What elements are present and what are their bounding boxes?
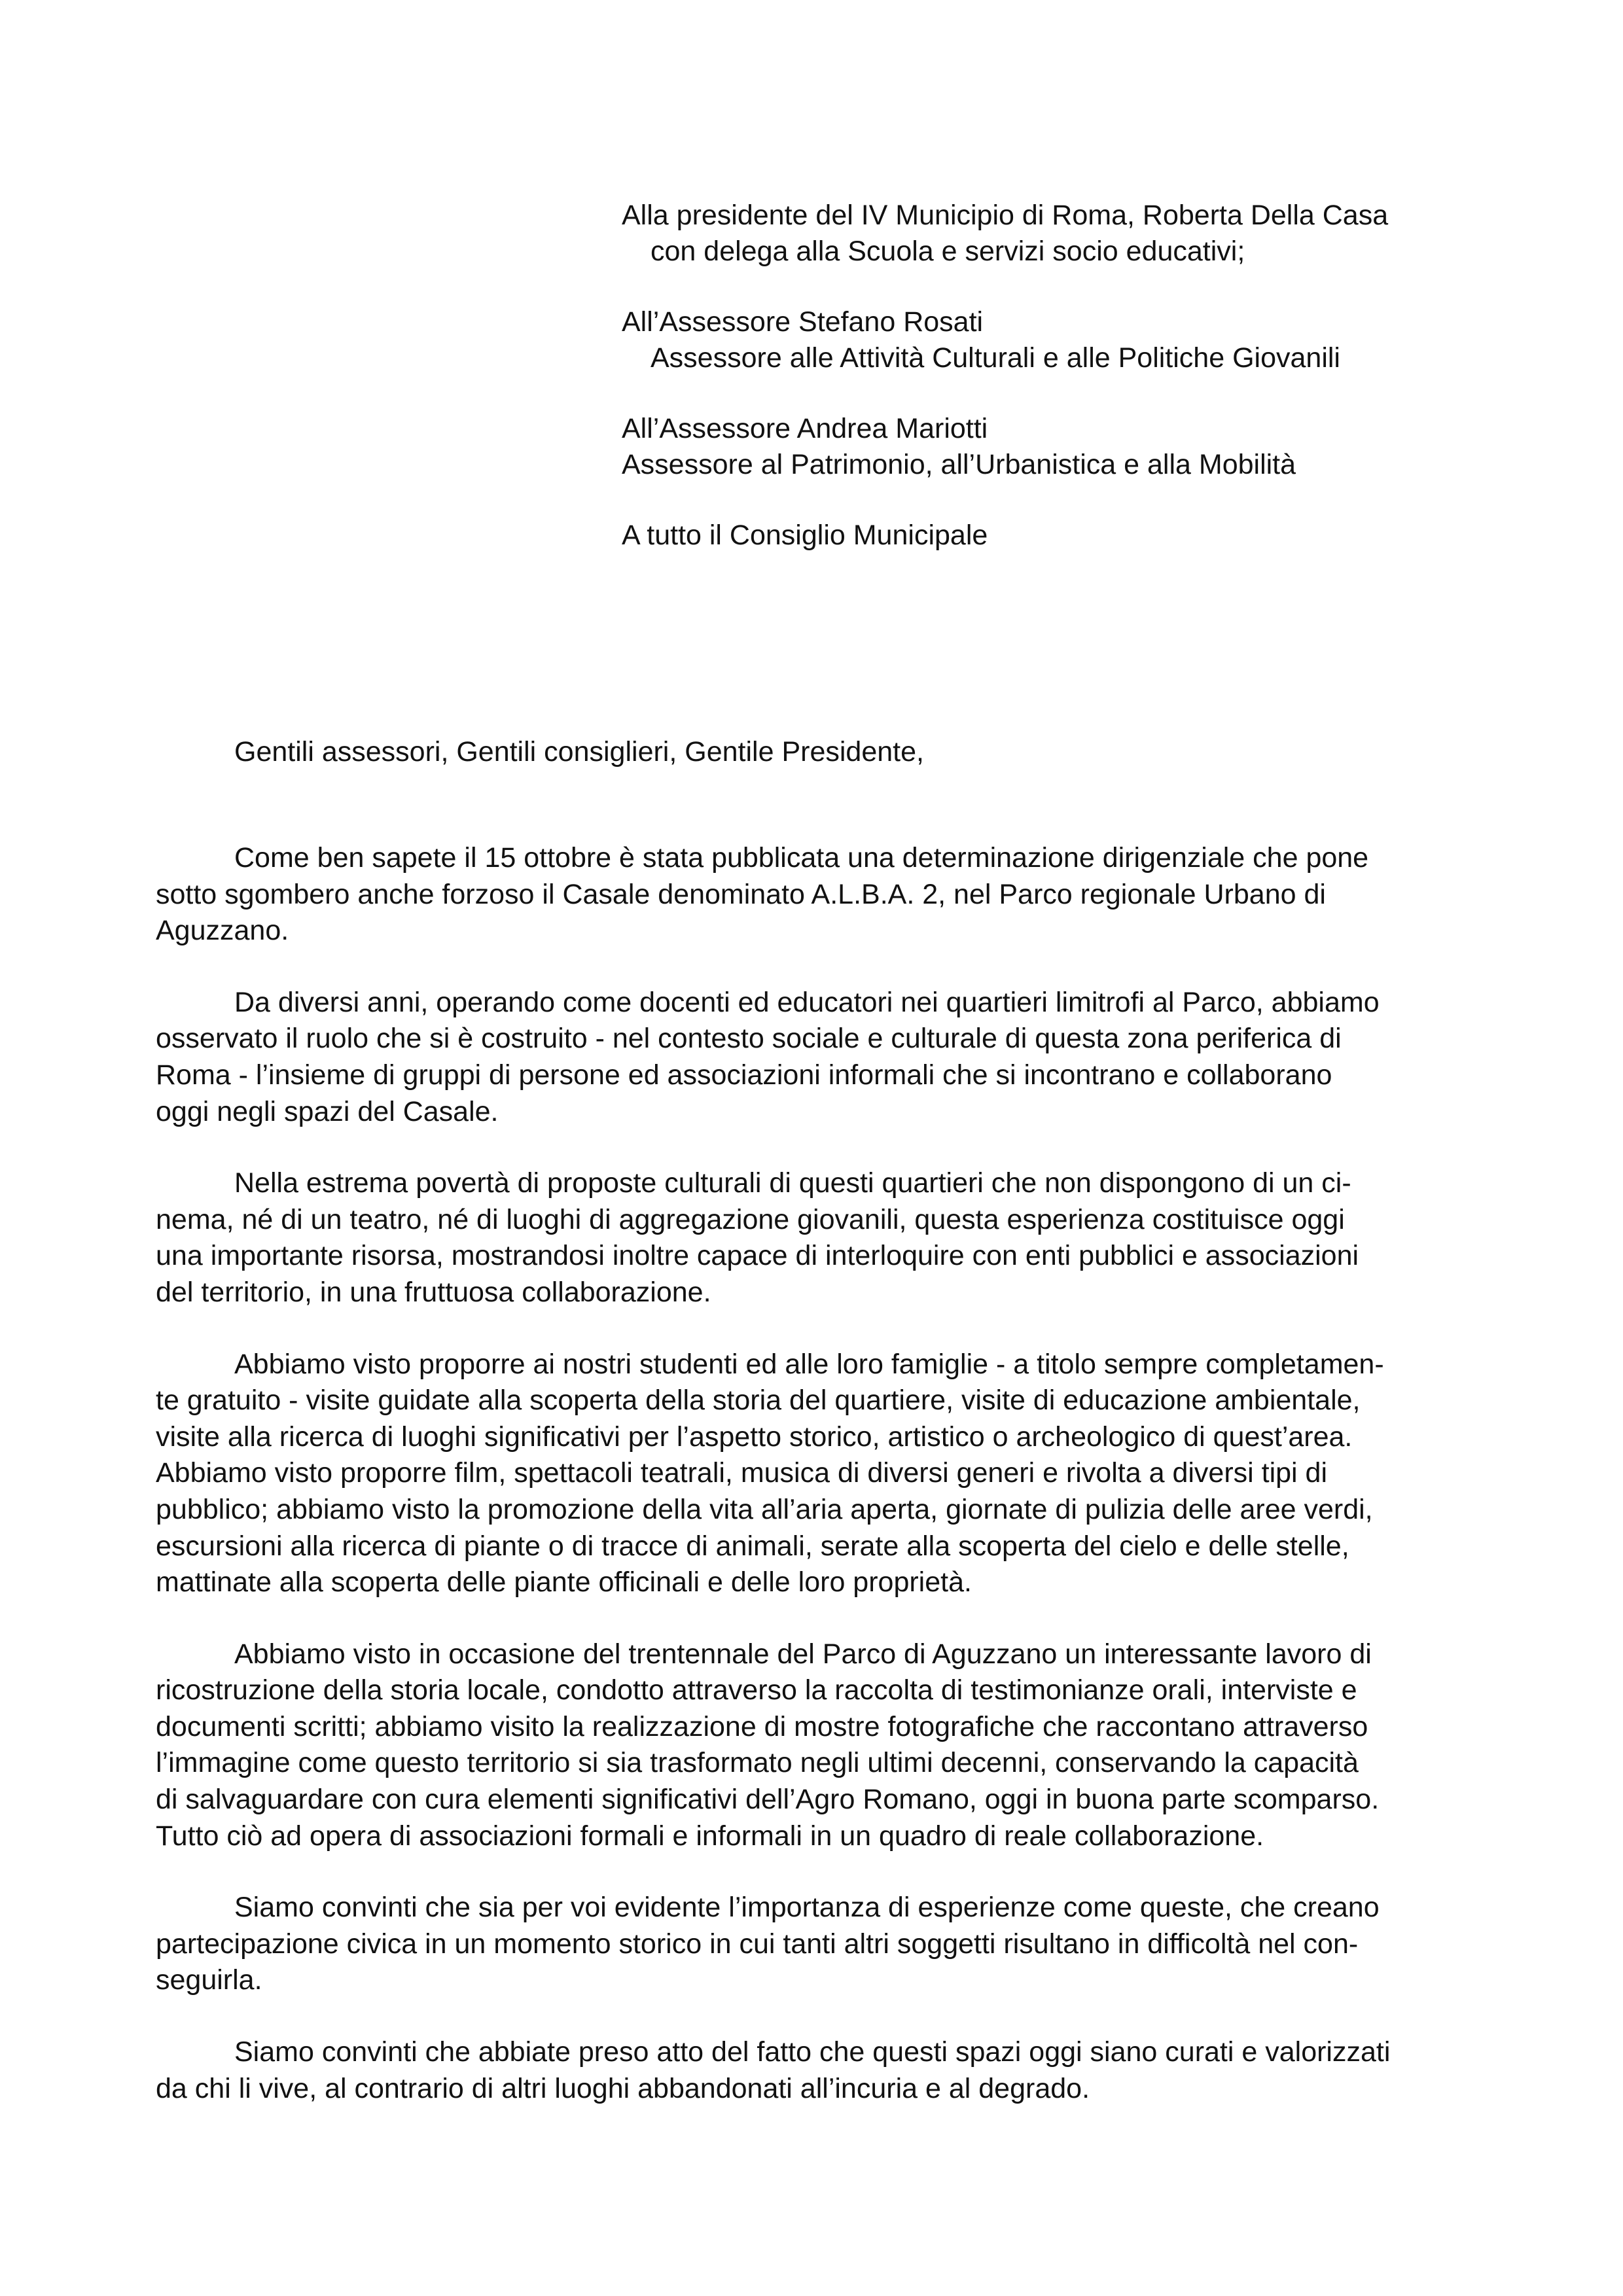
paragraph-line: Roma - l’insieme di gruppi di persone ed associazioni informali che si incontrano e collaborano: [156, 1059, 1332, 1091]
paragraph-line: Aguzzano.: [156, 915, 289, 947]
paragraph-line: seguirla.: [156, 1964, 262, 1996]
paragraph-line: partecipazione civica in un momento storico in cui tanti altri soggetti risultano in difficoltà nel con-: [156, 1928, 1359, 1960]
paragraph: [156, 1165, 1484, 1311]
paragraph: [156, 1890, 1484, 1999]
paragraph-line: Tutto ciò ad opera di associazioni formali e informali in un quadro di reale collaborazione.: [156, 1820, 1264, 1852]
recipient-line: A tutto il Consiglio Municipale: [622, 520, 988, 551]
paragraph-line: una importante risorsa, mostrandosi inoltre capace di interloquire con enti pubblici e associazioni: [156, 1240, 1359, 1272]
recipient-line: Assessore alle Attività Culturali e alle Politiche Giovanili: [651, 342, 1340, 374]
recipient-consiglio: [622, 518, 1538, 554]
paragraph-line: Nella estrema povertà di proposte culturali di questi quartieri che non dispongono di un ci-: [234, 1167, 1351, 1199]
paragraph-line: escursioni alla ricerca di piante o di tracce di animali, serate alla scoperta del cielo e delle stelle,: [156, 1530, 1349, 1562]
paragraph-line: ricostruzione della storia locale, condotto attraverso la raccolta di testimonianze orali, interviste e: [156, 1674, 1357, 1706]
paragraph-line: sotto sgombero anche forzoso il Casale denominato A.L.B.A. 2, nel Parco regionale Urbano di: [156, 878, 1326, 910]
paragraph-line: documenti scritti; abbiamo visito la realizzazione di mostre fotografiche che raccontano attraverso: [156, 1710, 1368, 1742]
paragraph-line: di salvaguardare con cura elementi significativi dell’Agro Romano, oggi in buona parte scomparso.: [156, 1784, 1380, 1816]
paragraph: [156, 840, 1484, 949]
paragraph: [156, 1347, 1484, 1601]
paragraph-line: del territorio, in una fruttuosa collaborazione.: [156, 1276, 711, 1308]
paragraph-line: Da diversi anni, operando come docenti ed educatori nei quartieri limitrofi al Parco, abbiamo: [234, 986, 1380, 1018]
paragraph: [156, 985, 1484, 1130]
paragraph-line: nema, né di un teatro, né di luoghi di aggregazione giovanili, questa esperienza costituisce oggi: [156, 1203, 1345, 1235]
salutation: Gentili assessori, Gentili consiglieri, Gentile Presidente,: [234, 736, 924, 768]
recipient-line: Alla presidente del IV Municipio di Roma, Roberta Della Casa: [622, 200, 1389, 231]
paragraph-line: Abbiamo visto proporre ai nostri studenti ed alle loro famiglie - a titolo sempre completamen-: [234, 1348, 1384, 1380]
paragraph-line: pubblico; abbiamo visto la promozione della vita all’aria aperta, giornate di pulizia delle aree verdi,: [156, 1493, 1373, 1525]
paragraph-line: Siamo convinti che sia per voi evidente l’importanza di esperienze come queste, che creano: [234, 1892, 1380, 1924]
paragraph-line: da chi li vive, al contrario di altri luoghi abbandonati all’incuria e al degrado.: [156, 2072, 1090, 2104]
recipient-line: All’Assessore Stefano Rosati: [622, 306, 984, 338]
recipient-line: Assessore al Patrimonio, all’Urbanistica e alla Mobilità: [622, 449, 1296, 480]
paragraph: [156, 1636, 1484, 1855]
paragraph-line: visite alla ricerca di luoghi significativi per l’aspetto storico, artistico o archeologico di quest’area.: [156, 1421, 1353, 1453]
paragraph-line: Siamo convinti che abbiate preso atto del fatto che questi spazi oggi siano curati e valorizzati: [234, 2036, 1391, 2068]
letter-body: [156, 840, 1484, 2142]
paragraph-line: osservato il ruolo che si è costruito - nel contesto sociale e culturale di questa zona periferica di: [156, 1023, 1342, 1055]
paragraph-line: te gratuito - visite guidate alla scoperta della storia del quartiere, visite di educazione ambientale,: [156, 1385, 1361, 1417]
paragraph: [156, 2034, 1484, 2107]
recipient-line: con delega alla Scuola e servizi socio educativi;: [651, 236, 1245, 267]
paragraph-line: Come ben sapete il 15 ottobre è stata pubblicata una determinazione dirigenziale che pone: [234, 842, 1369, 874]
recipient-assessore-mariotti: [622, 411, 1538, 483]
paragraph-line: Abbiamo visto in occasione del trentennale del Parco di Aguzzano un interessante lavoro di: [234, 1638, 1372, 1670]
recipients-block: [622, 198, 1538, 588]
paragraph-line: oggi negli spazi del Casale.: [156, 1095, 499, 1127]
recipient-line: All’Assessore Andrea Mariotti: [622, 413, 988, 444]
paragraph-line: mattinate alla scoperta delle piante officinali e delle loro proprietà.: [156, 1566, 972, 1598]
recipient-assessore-rosati: [622, 304, 1538, 376]
paragraph-line: Abbiamo visto proporre film, spettacoli teatrali, musica di diversi generi e rivolta a diversi tipi di: [156, 1457, 1328, 1489]
paragraph-line: l’immagine come questo territorio si sia trasformato negli ultimi decenni, conservando la capacità: [156, 1747, 1359, 1779]
recipient-president: [622, 198, 1538, 270]
